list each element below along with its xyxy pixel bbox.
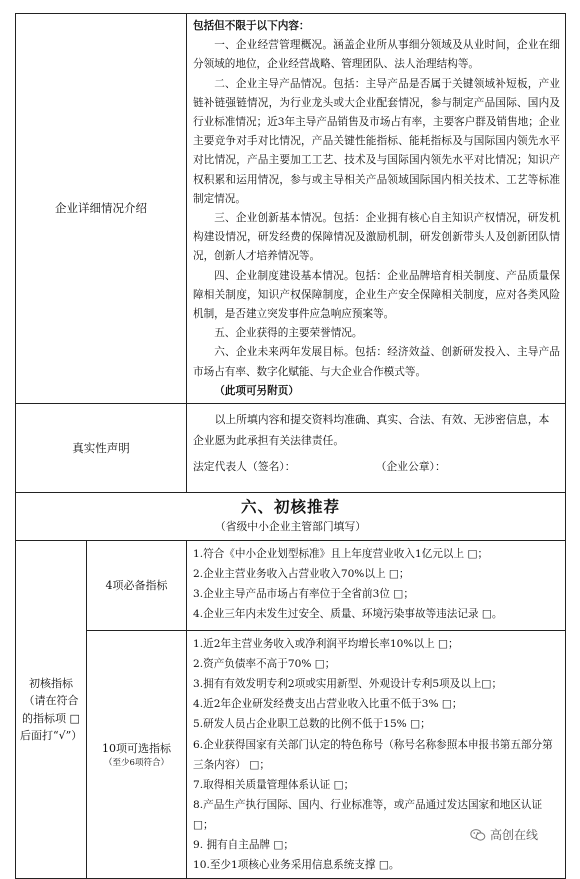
declaration-text: 以上所填内容和提交资料均准确、真实、合法、有效、无涉密信息，本企业愿为此承担有关法律责任。 [193, 413, 550, 448]
optional-indicator-item[interactable]: 6.企业获得国家有关部门认定的特色称号（称号名称参照本申报书第五部分第三条内容） □； [193, 738, 553, 771]
company-detail-paragraph: 五、企业获得的主要荣誉情况。 [214, 327, 363, 340]
required-indicators-list [187, 541, 566, 631]
company-detail-note: （此项可另附页） [214, 384, 299, 397]
company-seal-label[interactable]: （企业公章）： [375, 460, 446, 474]
company-detail-paragraph: 三、企业创新基本情况。包括：企业拥有核心自主知识产权情况，研发机构建设情况，研发经费的保障情况及激励机制，研发创新带头人及创新团队情况，创新人才培养情况等。 [193, 212, 560, 263]
optional-indicator-item[interactable]: 8.产品生产执行国际、国内、行业标准等，或产品通过发达国家和地区认证 □； [193, 798, 543, 831]
declaration-label: 真实性声明 [16, 404, 187, 493]
optional-indicators-label-cell [87, 631, 187, 879]
section-six-header-row [16, 493, 566, 541]
watermark-text: 高创在线 [490, 828, 539, 842]
required-indicator-item[interactable]: 3.企业主导产品市场占有率位于全省前3位 □； [193, 588, 414, 601]
company-detail-paragraph: 一、企业经营管理概况。涵盖企业所从事细分领域及从业时间，企业在细分领域的地位，企业经营战略、管理团队、法人治理结构等。 [193, 39, 560, 71]
company-detail-paragraph: 六、企业未来两年发展目标。包括：经济效益、创新研发投入、主导产品市场占有率、数字化赋能、与大企业合作模式等。 [193, 346, 560, 378]
required-indicator-item[interactable]: 4.企业三年内未发生过安全、质量、环境污染事故等违法记录 □。 [193, 608, 503, 621]
required-indicators-row [16, 541, 566, 631]
company-detail-label: 企业详细情况介绍 [16, 14, 187, 404]
optional-indicator-item[interactable]: 7.取得相关质量管理体系认证 □； [193, 778, 355, 791]
optional-indicator-item[interactable]: 3.拥有有效发明专利2项或实用新型、外观设计专利5项及以上□； [193, 678, 503, 691]
optional-indicator-item[interactable]: 9. 拥有自主品牌 □； [193, 839, 295, 851]
section-six-header [16, 493, 566, 541]
required-indicators-label: 4项必备指标 [87, 541, 187, 631]
optional-indicator-item[interactable]: 10.至少1项核心业务采用信息系统支撑 □。 [193, 859, 400, 872]
company-detail-paragraph: 四、企业制度建设基本情况。包括：企业品牌培育相关制度、产品质量保障相关制度，知识产权保障制度，企业生产安全保障相关制度，应对各类风险机制，是否建立突发事件应急响应预案等。 [193, 269, 560, 321]
optional-indicators-sublabel: （至少6项符合） [104, 757, 169, 768]
company-detail-heading: 包括但不限于以下内容： [193, 20, 310, 32]
wechat-icon [470, 828, 486, 842]
optional-indicator-item[interactable]: 2.资产负债率不高于70% □； [193, 658, 336, 671]
review-side-label: 初核指标（请在符合的指标项 □ 后面打“√”） [16, 541, 87, 879]
required-indicator-item[interactable]: 2.企业主营业务收入占营业收入70%以上 □； [193, 568, 410, 581]
company-detail-paragraph: 二、企业主导产品情况。包括：主导产品是否属于关键领域补短板，产业链补链强链情况，为行业龙头或大企业配套情况，参与制定产品国际、国内及行业标准情况；近3年主导产品销售及市场占有率，主要客户群及销售地；企业主要竞争对手对比情况，产品关键性能指标、能耗指标及与国际国内领先水平对比情况，产品主要加工工艺、技术及与国际国内领先水平对比情况；知识产权积累和运用情况，参与或主导相关产品领域国际国内相关技术、工艺等标准制定情况。 [193, 77, 560, 205]
optional-indicator-item[interactable]: 5.研发人员占企业职工总数的比例不低于15% □； [193, 718, 431, 731]
declaration-row [16, 404, 566, 493]
signature-line [193, 456, 559, 477]
application-form-table [15, 13, 566, 879]
required-indicator-item[interactable]: 1.符合《中小企业划型标准》且上年度营业收入1亿元以上 □； [193, 548, 489, 561]
optional-indicator-item[interactable]: 4.近2年企业研发经费支出占营业收入比重不低于3% □； [193, 698, 463, 711]
legal-rep-signature-label[interactable]: 法定代表人（签名）： [193, 460, 296, 474]
section-title: 六、初核推荐 [240, 497, 340, 517]
company-detail-content [187, 14, 566, 404]
optional-indicator-item[interactable]: 1.近2年主营业务收入或净利润平均增长率10%以上 □； [193, 638, 459, 651]
declaration-content [187, 404, 566, 493]
section-subtitle: （省级中小企业主管部门填写） [214, 520, 367, 534]
optional-indicators-label: 10项可选指标 [102, 741, 171, 755]
company-detail-row [16, 14, 566, 404]
watermark [470, 826, 538, 843]
